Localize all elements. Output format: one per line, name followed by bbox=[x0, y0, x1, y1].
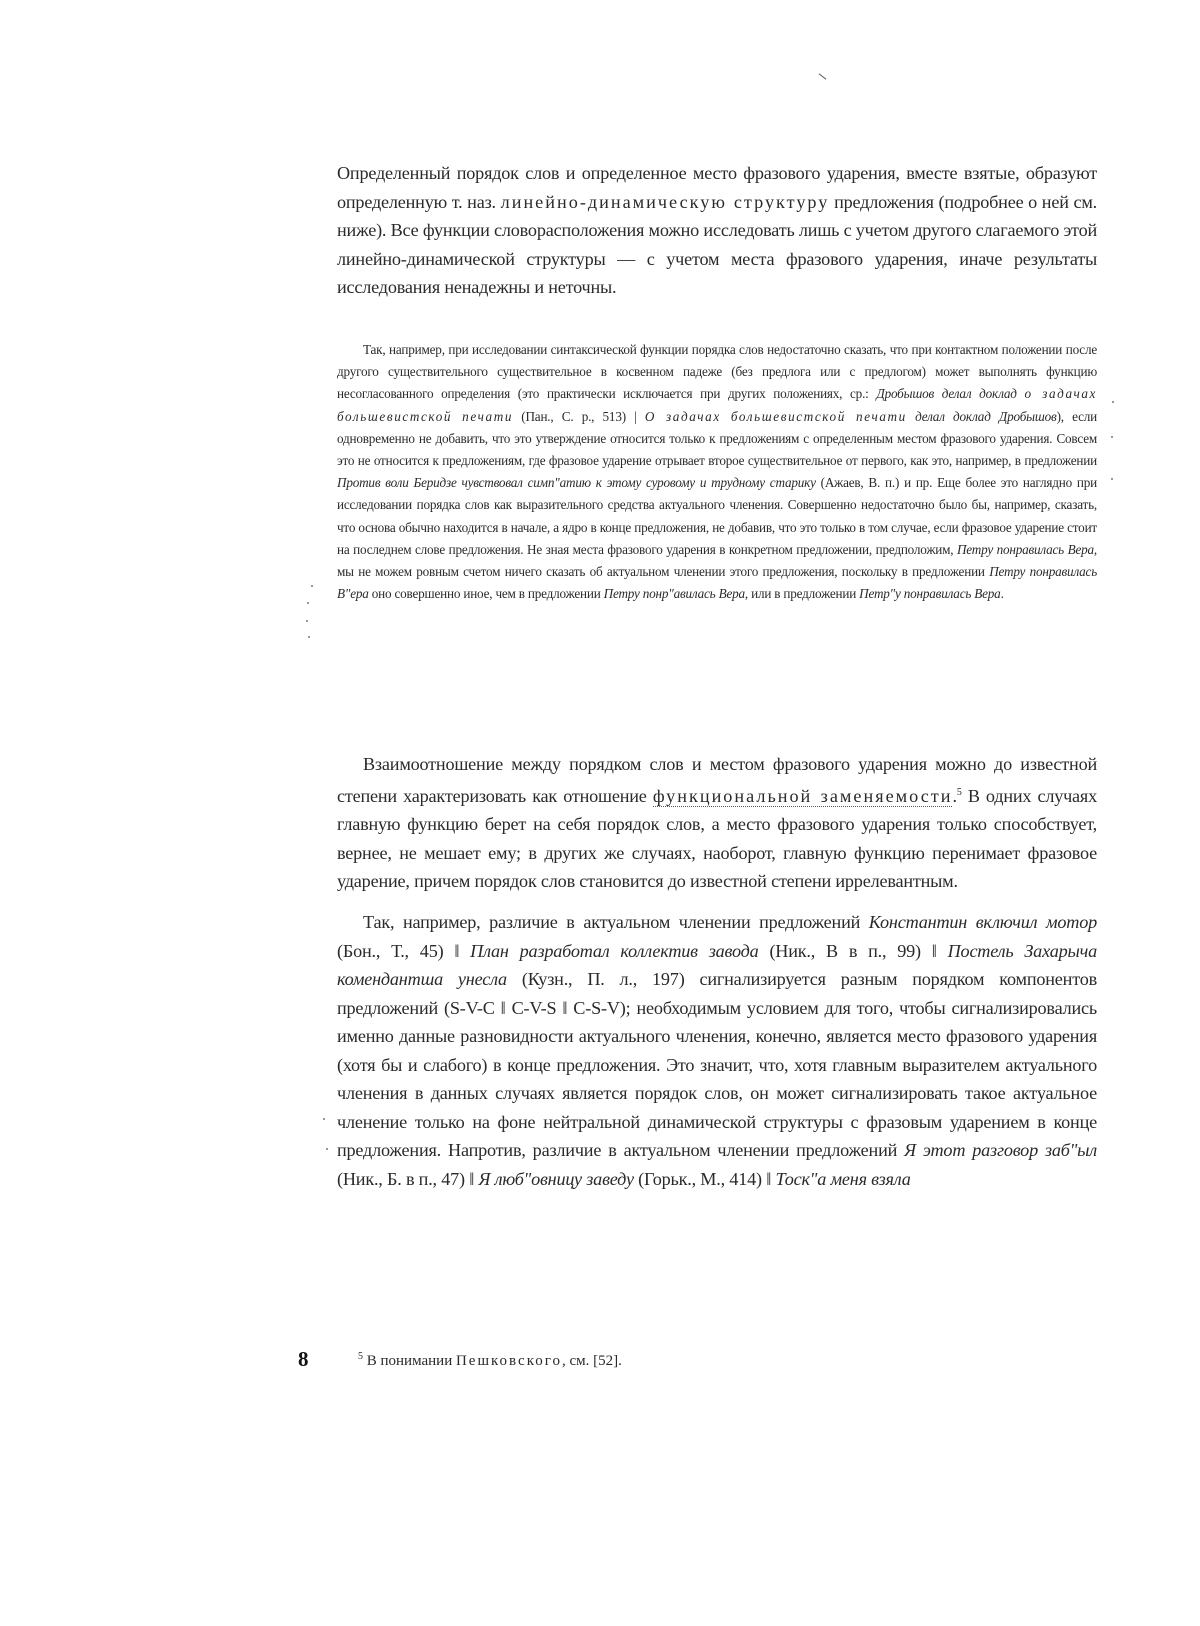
example-italic: Петру понравилась Вера bbox=[956, 541, 1094, 557]
paragraph-small-print bbox=[337, 339, 1097, 605]
text-run: (Ник., В в п., 99) ‖ bbox=[758, 940, 948, 961]
scan-mark bbox=[308, 636, 310, 638]
scan-mark bbox=[323, 1118, 325, 1120]
example-spaced-italic: о задачах большевистской печати bbox=[337, 386, 1098, 424]
text-run: , мы не можем ровным счетом ничего сказать об актуальном членении этого предложения, поскольку в предложении bbox=[337, 541, 1097, 580]
spaced-term: Пешковского bbox=[455, 1353, 562, 1369]
text-run: (Ажаев, В. п.) и пр. Еще более это наглядно при исследовании порядка слов как выразительного средства актуального членения. Совершенно недостаточно было бы, например, сказать, что основа обычно находится в начале, а ядро в конце предложения, не добавив, что это только в том случае, если фразовое ударение стоит на последнем слове предложения. Не зная места фразового ударения в конкретном предложении, предположим, bbox=[337, 475, 1097, 557]
footnote-number: 5 bbox=[358, 1351, 363, 1362]
scan-mark bbox=[326, 1148, 328, 1150]
text-run: В понимании bbox=[363, 1353, 456, 1369]
text-run: , см. [52]. bbox=[562, 1353, 622, 1369]
text-run: Так, например, различие в актуальном членении предложений bbox=[363, 912, 869, 932]
paragraph-interrelation bbox=[337, 750, 1097, 896]
scan-mark bbox=[306, 620, 308, 622]
example-italic: Петр"у понравилась Вера bbox=[859, 586, 1001, 602]
example-italic: делал доклад Дробышов bbox=[906, 408, 1057, 424]
text-run: , или в предложении bbox=[744, 586, 860, 602]
text-run: предложения (подробнее о ней см. ниже). Все функции словорасположения можно исследовать лишь с учетом другого слагаемого этой линейно-динамической структуры — с учетом места фразового ударения, иначе результаты исследования ненадежны и неточны. bbox=[337, 191, 1097, 297]
example-italic: Тоск"а меня взяла bbox=[775, 1168, 911, 1189]
text-run: ), если одновременно не добавить, что это утверждение относится только к предложениям с определенным местом фразового ударения. Совсем это не относится к предложениям, где фразовое ударение отрывает второе существительное от первого, как это, например, в предложении bbox=[337, 408, 1097, 469]
example-italic: Я люб"овницу заведу bbox=[478, 1168, 634, 1189]
text-run: (Пан., С. р., 513) | bbox=[513, 408, 645, 424]
example-italic: Постель Захарыча комендантша унесла bbox=[337, 940, 1097, 989]
text-run: оно совершенно иное, чем в предложении bbox=[368, 586, 604, 602]
text-run: (Ник., Б. в п., 47) ‖ bbox=[337, 1168, 479, 1189]
scan-mark bbox=[1111, 478, 1113, 480]
footnote bbox=[358, 1351, 622, 1370]
text-run: В одних случаях главную функцию берет на себя порядок слов, а место фразового ударения только способствует, вернее, не мешает ему; в других же случаях, наоборот, главную функцию перенимает фразовое ударение, причем порядок слов становится до известной степени иррелевантным. bbox=[337, 785, 1097, 892]
text-run: (Бон., Т., 45) ‖ bbox=[337, 940, 471, 961]
spaced-term: линейно-динамическую структуру bbox=[500, 191, 830, 212]
scan-speck bbox=[819, 73, 827, 79]
text-run: Так, например, при исследовании синтаксической функции порядка слов недостаточно сказать, что при контактном положении после другого существительного существительное в косвенном падеже (без предлога или с предлогом) может выполнять функцию несогласованного определения (это практически исключается при других положениях, ср.: bbox=[337, 342, 1097, 402]
spaced-term: функциональной заменяемости bbox=[652, 785, 953, 806]
paragraph-examples bbox=[337, 908, 1097, 1193]
text-run: Взаимоотношение между порядком слов и местом фразового ударения можно до известной степени характеризовать как отношение bbox=[337, 754, 1097, 806]
example-italic: Против воли Беридзе чувствовал симп"атию к этому суровому и трудному старику bbox=[337, 475, 816, 491]
text-run: . bbox=[952, 785, 957, 806]
scan-mark bbox=[307, 602, 309, 604]
scan-mark bbox=[1112, 401, 1114, 403]
example-italic: Дробышов делал доклад bbox=[876, 386, 1025, 402]
text-run: Определенный порядок слов и определенное место фразового ударения, вместе взятые, образуют определенную т. наз. bbox=[337, 163, 1097, 212]
example-italic: План разработал коллектив завода bbox=[470, 940, 759, 961]
example-italic: Я этот разговор заб"ыл bbox=[904, 1140, 1097, 1160]
text-run: (Кузн., П. л., 197) сигнализируется разным порядком компонентов предложений (S-V-C ‖ C-V-S ‖ C-S-V); необходимым условием для того, чтобы сигнализировались именно данные разновидности актуального членения, конечно, является место фразового ударения (хотя бы и слабого) в конце предложения. Это значит, что, хотя главным выразителем актуального членения в данных случаях является порядок слов, он может сигнализировать такое актуальное членение только на фоне нейтральной динамической структуры с фразовым ударением в конце предложения. Напротив, различие в актуальном членении предложений bbox=[337, 969, 1098, 1160]
page-number: 8 bbox=[298, 1347, 309, 1371]
example-spaced-italic: О задачах большевистской печати bbox=[644, 408, 907, 424]
text-run: (Горьк., М., 414) ‖ bbox=[633, 1168, 776, 1189]
example-italic: Петру понравилась В"ера bbox=[337, 564, 1097, 602]
scan-mark bbox=[1111, 436, 1113, 438]
footnote-reference: 5 bbox=[956, 786, 962, 798]
example-italic: Константин включил мотор bbox=[868, 912, 1097, 932]
example-italic: Петру понр"авилась Вера bbox=[603, 586, 745, 602]
paragraph-intro bbox=[337, 159, 1097, 302]
text-run: . bbox=[1000, 586, 1004, 602]
scan-mark bbox=[311, 585, 313, 587]
